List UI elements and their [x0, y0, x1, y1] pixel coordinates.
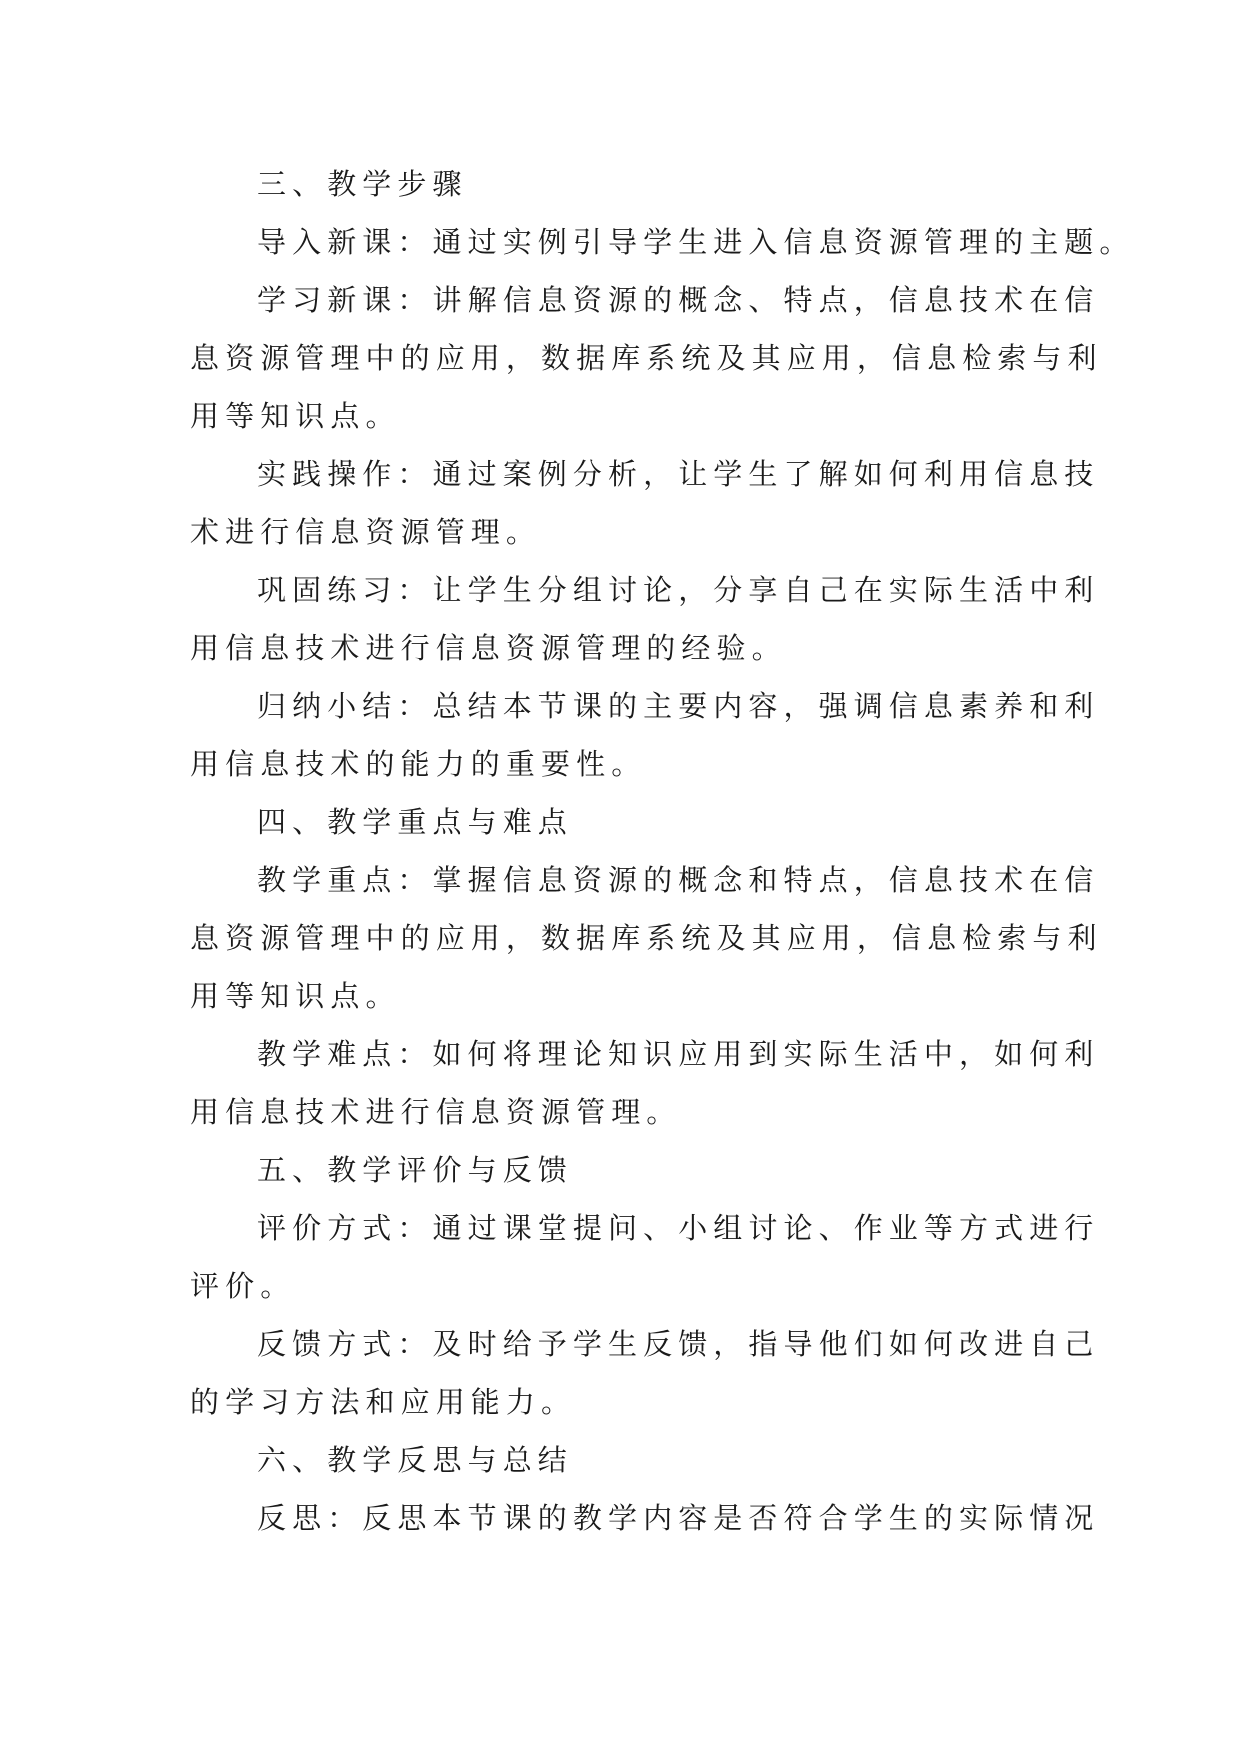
section-heading-steps: 三、教学步骤 [257, 167, 468, 201]
paragraph-line: 息资源管理中的应用，数据库系统及其应用，信息检索与利 [190, 341, 1103, 375]
paragraph-line: 反思：反思本节课的教学内容是否符合学生的实际情况 [257, 1501, 1100, 1535]
paragraph-line: 评价方式：通过课堂提问、小组讨论、作业等方式进行 [257, 1211, 1100, 1245]
paragraph-line: 术进行信息资源管理。 [190, 515, 542, 549]
paragraph-line: 用等知识点。 [190, 399, 401, 433]
section-heading-evaluation: 五、教学评价与反馈 [257, 1153, 573, 1187]
paragraph-line: 的学习方法和应用能力。 [190, 1385, 577, 1419]
paragraph-line: 反馈方式：及时给予学生反馈，指导他们如何改进自己 [257, 1327, 1100, 1361]
paragraph-line: 用等知识点。 [190, 979, 401, 1013]
paragraph-line: 导入新课：通过实例引导学生进入信息资源管理的主题。 [257, 225, 1135, 259]
paragraph-line: 实践操作：通过案例分析，让学生了解如何利用信息技 [257, 457, 1100, 491]
paragraph-line: 教学难点：如何将理论知识应用到实际生活中，如何利 [257, 1037, 1100, 1071]
paragraph-line: 用信息技术进行信息资源管理。 [190, 1095, 682, 1129]
paragraph-line: 用信息技术的能力的重要性。 [190, 747, 647, 781]
paragraph-line: 评价。 [190, 1269, 296, 1303]
paragraph-line: 归纳小结：总结本节课的主要内容，强调信息素养和利 [257, 689, 1100, 723]
paragraph-line: 用信息技术进行信息资源管理的经验。 [190, 631, 787, 665]
paragraph-line: 息资源管理中的应用，数据库系统及其应用，信息检索与利 [190, 921, 1103, 955]
paragraph-line: 巩固练习：让学生分组讨论，分享自己在实际生活中利 [257, 573, 1100, 607]
section-heading-reflection: 六、教学反思与总结 [257, 1443, 573, 1477]
paragraph-line: 教学重点：掌握信息资源的概念和特点，信息技术在信 [257, 863, 1100, 897]
section-heading-key-points: 四、教学重点与难点 [257, 805, 573, 839]
paragraph-line: 学习新课：讲解信息资源的概念、特点，信息技术在信 [257, 283, 1100, 317]
